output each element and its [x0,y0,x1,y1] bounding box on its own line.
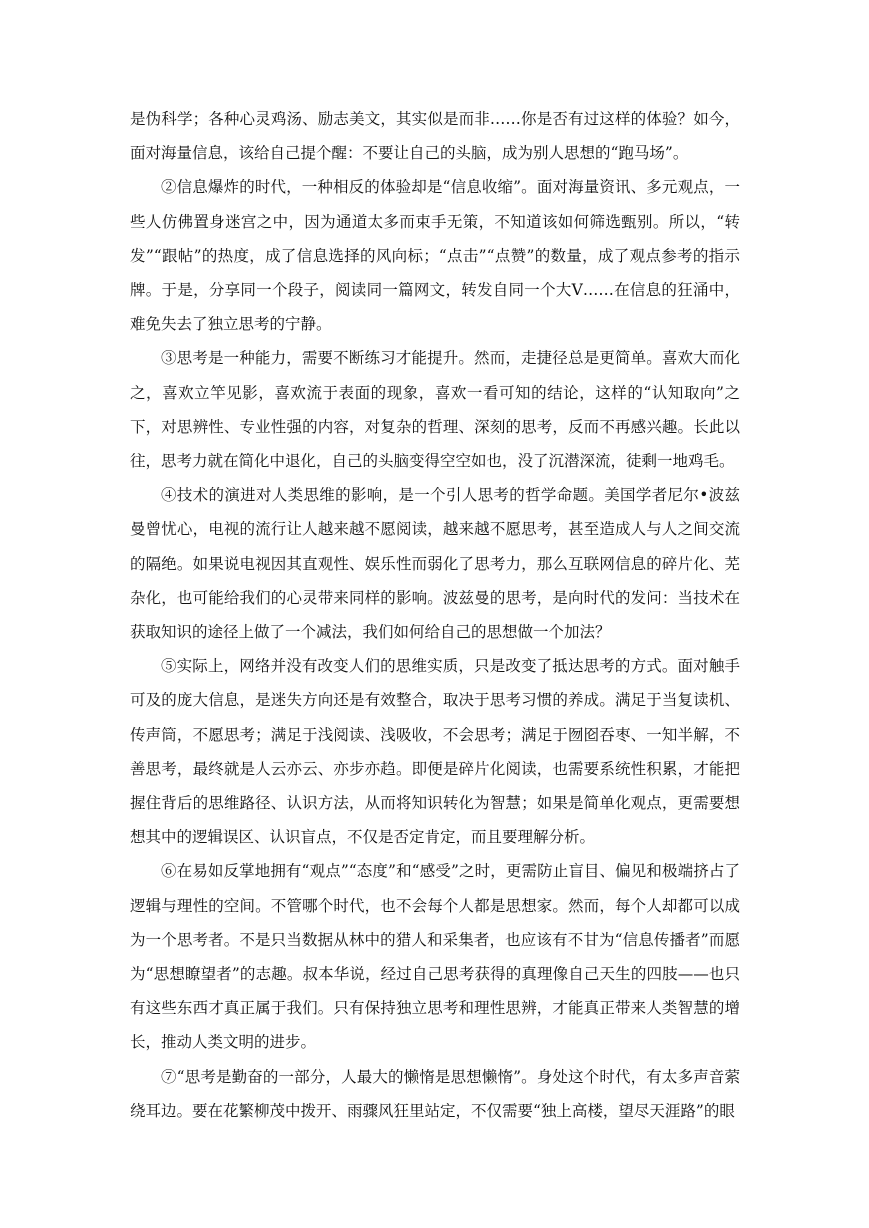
paragraph-5: ⑤实际上，网络并没有改变人们的思维实质，只是改变了抵达思考的方式。面对触手可及的庞大信息，是迷失方向还是有效整合，取决于思考习惯的养成。满足于当复读机、传声筒，不愿思考；满足于浅阅读、浅吸收，不会思考；满足于囫囵吞枣、一知半解，不善思考，最终就是人云亦云、亦步亦趋。即便是碎片化阅读，也需要系统性积累，才能把握住背后的思维路径、认识方法，从而将知识转化为智慧；如果是简单化观点，更需要想想其中的逻辑误区、认识盲点，不仅是否定肯定，而且要理解分析。 [130,657,740,847]
paragraph-2: ②信息爆炸的时代，一种相反的体验却是“信息收缩”。面对海量资讯、多元观点，一些人仿佛置身迷宫之中，因为通道太多而束手无策，不知道该如何筛选甄别。所以，“转发”“跟帖”的热度，成了信息选择的风向标；“点击”“点赞”的数量，成了观点参考的指示牌。于是，分享同一个段子，阅读同一篇网文，转发自同一个大V……在信息的狂涌中，难免失去了独立思考的宁静。 [130,178,740,334]
paragraph-4: ④技术的演进对人类思维的影响，是一个引人思考的哲学命题。美国学者尼尔•波兹曼曾忧心，电视的流行让人越来越不愿阅读，越来越不愿思考，甚至造成人与人之间交流的隔绝。如果说电视因其直观性、娱乐性而弱化了思考力，那么互联网信息的碎片化、芜杂化，也可能给我们的心灵带来同样的影响。波兹曼的思考，是向时代的发问：当技术在获取知识的途径上做了一个减法，我们如何给自己的思想做一个加法？ [130,486,740,642]
document-page [130,102,740,1128]
paragraph-continuation: 是伪科学；各种心灵鸡汤、励志美文，其实似是而非……你是否有过这样的体验？如今，面对海量信息，该给自己提个醒：不要让自己的头脑，成为别人思想的“跑马场”。 [130,110,740,163]
paragraph-7: ⑦“思考是勤奋的一部分，人最大的懒惰是思想懒惰”。身处这个时代，有太多声音萦绕耳边。要在花繁柳茂中拨开、雨骤风狂里站定，不仅需要“独上高楼，望尽天涯路”的眼 [130,1067,740,1120]
paragraph-6: ⑥在易如反掌地拥有“观点”“态度”和“感受”之时，更需防止盲目、偏见和极端挤占了逻辑与理性的空间。不管哪个时代，也不会每个人都是思想家。然而，每个人却都可以成为一个思考者。不是只当数据从林中的猎人和采集者，也应该有不甘为“信息传播者”而愿为“思想瞭望者”的志趣。叔本华说，经过自己思考获得的真理像自己天生的四肢——也只有这些东西才真正属于我们。只有保持独立思考和理性思辨，才能真正带来人类智慧的增长，推动人类文明的进步。 [130,862,740,1052]
paragraph-3: ③思考是一种能力，需要不断练习才能提升。然而，走捷径总是更简单。喜欢大而化之，喜欢立竿见影，喜欢流于表面的现象，喜欢一看可知的结论，这样的“认知取向”之下，对思辨性、专业性强的内容，对复杂的哲理、深刻的思考，反而不再感兴趣。长此以往，思考力就在简化中退化，自己的头脑变得空空如也，没了沉潜深流，徒剩一地鸡毛。 [130,349,740,471]
